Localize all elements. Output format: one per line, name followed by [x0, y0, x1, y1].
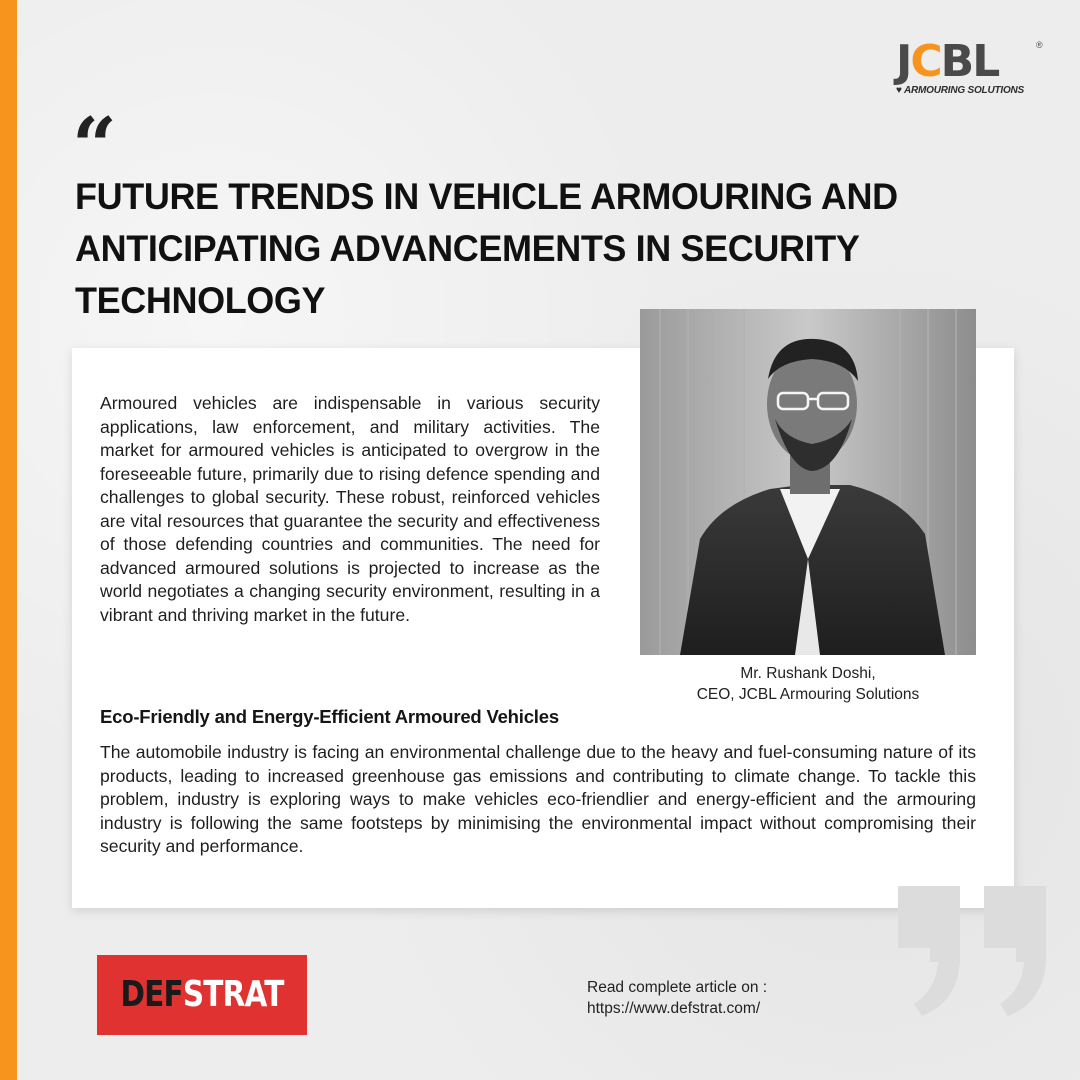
- defstrat-part2: STRAT: [182, 974, 284, 1015]
- logo-wordmark: JCBL: [896, 36, 999, 87]
- article-title: FUTURE TRENDS IN VEHICLE ARMOURING AND ANTICIPATING ADVANCEMENTS IN SECURITY TECHNOLOGY: [75, 175, 898, 321]
- section-paragraph: The automobile industry is facing an environmental challenge due to the heavy and fuel-consuming nature of its products, leading to increased greenhouse gas emissions and contributing to climate change. To tackle this problem, industry is exploring ways to make vehicles eco-friendlier and energy-efficient and the armouring industry is following the same footsteps by minimising the environmental impact without compromising their security and performance.: [100, 742, 976, 856]
- read-more-label: Read complete article on :: [587, 979, 768, 996]
- ceo-role: CEO, JCBL Armouring Solutions: [696, 686, 920, 703]
- accent-side-bar: [0, 0, 17, 1080]
- defstrat-logo: [97, 955, 307, 1035]
- read-more-block: [587, 977, 767, 1019]
- close-quote-icon: [880, 880, 1070, 1020]
- open-quote-icon: “: [72, 101, 117, 192]
- logo-tagline: ♥ ARMOURING SOLUTIONS: [896, 85, 1025, 96]
- portrait-caption: [640, 663, 976, 705]
- article-link[interactable]: https://www.defstrat.com/: [587, 1000, 761, 1017]
- ceo-portrait-photo: [640, 309, 976, 655]
- defstrat-part1: DEF: [120, 974, 183, 1015]
- registered-mark: ®: [1036, 40, 1043, 50]
- intro-paragraph: Armoured vehicles are indispensable in various security applications, law enforcement, and military activities. The market for armoured vehicles is anticipated to overgrow in the foreseeable future, primarily due to rising defence spending and challenges to global security. These robust, reinforced vehicles are vital resources that guarantee the security and effectiveness of those defending countries and communities. The need for advanced armoured solutions is projected to increase as the world negotiates a changing security environment, resulting in a vibrant and thriving market in the future.: [100, 393, 600, 625]
- jcbl-logo: [896, 36, 1046, 100]
- ceo-name: Mr. Rushank Doshi,: [740, 665, 876, 682]
- section-heading: Eco-Friendly and Energy-Efficient Armoured Vehicles: [100, 706, 559, 727]
